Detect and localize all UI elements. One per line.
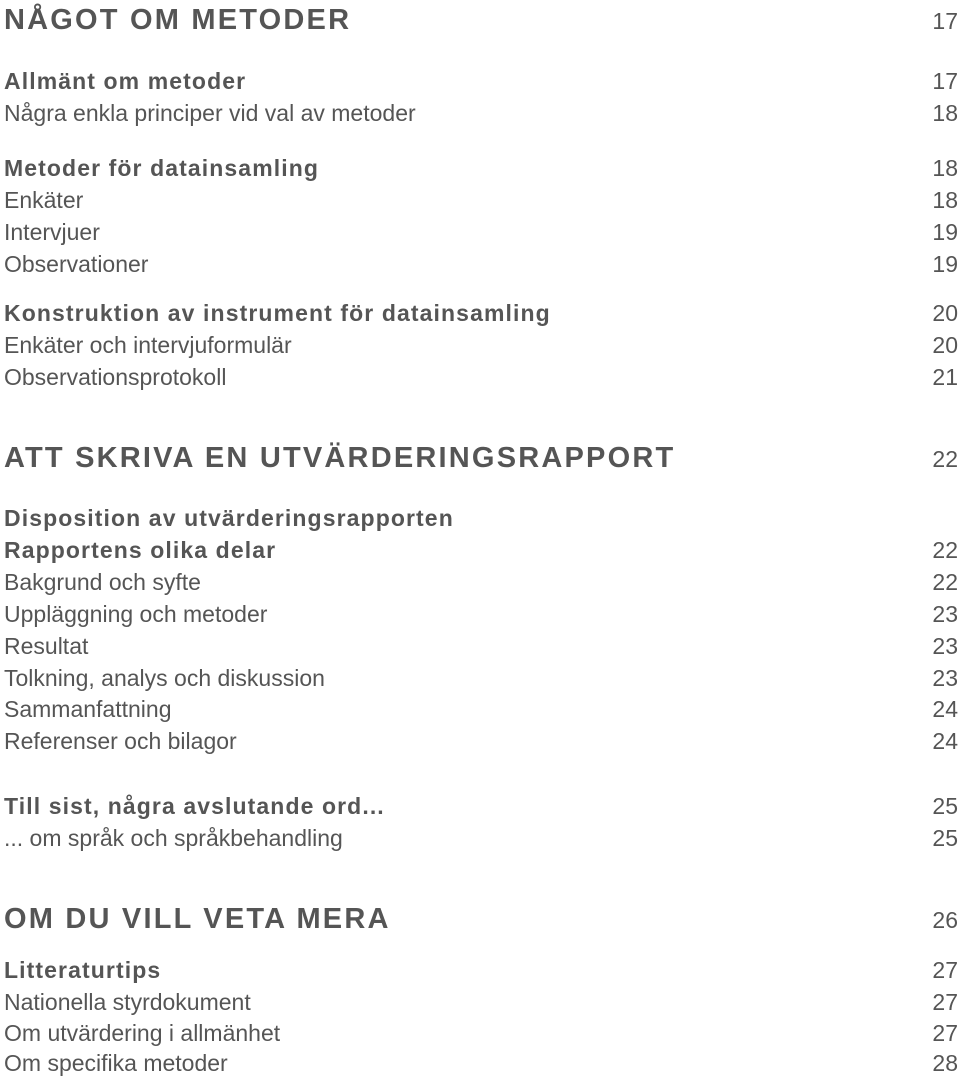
toc-entry-page: 17 [932, 8, 958, 34]
toc-entry-heading[interactable] [4, 903, 958, 936]
toc-entry-page: 23 [932, 601, 958, 627]
toc-entry-title: ATT SKRIVA EN UTVÄRDERINGSRAPPORT [4, 442, 676, 474]
toc-entry-section[interactable] [4, 300, 958, 327]
toc-entry-title: Rapportens olika delar [4, 537, 277, 563]
toc-entry-heading[interactable] [4, 442, 958, 475]
toc-entry-title: Några enkla principer vid val av metoder [4, 100, 416, 126]
toc-entry-page: 27 [932, 1020, 958, 1046]
toc-entry-page: 20 [932, 332, 958, 358]
toc-entry-subsection[interactable] [4, 569, 958, 596]
toc-entry-title: Intervjuer [4, 219, 100, 245]
toc-entry-subsection[interactable] [4, 989, 958, 1016]
toc-entry-section[interactable] [4, 793, 958, 820]
toc-entry-title: Till sist, några avslutande ord... [4, 793, 385, 819]
toc-entry-subsection[interactable] [4, 601, 958, 628]
toc-entry-subsection[interactable] [4, 696, 958, 723]
toc-entry-subsection[interactable] [4, 633, 958, 660]
toc-entry-page: 21 [932, 364, 958, 390]
toc-entry-title: Resultat [4, 633, 89, 659]
toc-entry-page: 19 [932, 251, 958, 277]
toc-entry-title: Observationsprotokoll [4, 364, 227, 390]
toc-entry-page: 20 [932, 300, 958, 326]
toc-entry-section[interactable] [4, 155, 958, 182]
toc-entry-subsection[interactable] [4, 219, 958, 246]
toc-entry-title: Nationella styrdokument [4, 989, 251, 1015]
toc-entry-subsection[interactable] [4, 825, 958, 852]
toc-entry-section[interactable] [4, 505, 958, 532]
toc-entry-page: 22 [932, 537, 958, 563]
toc-entry-page: 19 [932, 219, 958, 245]
toc-entry-section[interactable] [4, 537, 958, 564]
toc-entry-title: Bakgrund och syfte [4, 569, 201, 595]
toc-entry-title: Tolkning, analys och diskussion [4, 665, 325, 691]
toc-entry-page: 23 [932, 665, 958, 691]
toc-entry-page: 18 [932, 187, 958, 213]
toc-entry-title: Om utvärdering i allmänhet [4, 1020, 281, 1046]
toc-entry-page: 28 [932, 1050, 958, 1076]
toc-entry-page: 17 [932, 68, 958, 94]
toc-entry-title: Uppläggning och metoder [4, 601, 268, 627]
toc-entry-heading[interactable] [4, 4, 958, 37]
toc-entry-section[interactable] [4, 957, 958, 984]
toc-entry-subsection[interactable] [4, 332, 958, 359]
toc-entry-title: Enkäter och intervjuformulär [4, 332, 292, 358]
toc-entry-page: 25 [932, 793, 958, 819]
toc-entry-page: 22 [932, 446, 958, 472]
toc-entry-title: Metoder för datainsamling [4, 155, 320, 181]
toc-entry-subsection[interactable] [4, 1050, 958, 1077]
toc-entry-page: 27 [932, 957, 958, 983]
toc-entry-subsection[interactable] [4, 364, 958, 391]
toc-entry-page: 27 [932, 989, 958, 1015]
toc-entry-title: Observationer [4, 251, 149, 277]
toc-entry-subsection[interactable] [4, 665, 958, 692]
toc-entry-subsection[interactable] [4, 728, 958, 755]
toc-entry-title: Enkäter [4, 187, 84, 213]
toc-entry-title: OM DU VILL VETA MERA [4, 903, 391, 935]
toc-entry-title: Referenser och bilagor [4, 728, 237, 754]
toc-entry-title: Disposition av utvärderingsrapporten [4, 505, 454, 531]
toc-entry-subsection[interactable] [4, 100, 958, 127]
toc-entry-title: Allmänt om metoder [4, 68, 247, 94]
toc-entry-page: 24 [932, 728, 958, 754]
toc-entry-page: 18 [932, 155, 958, 181]
toc-entry-title: NÅGOT OM METODER [4, 4, 352, 36]
toc-entry-page: 22 [932, 569, 958, 595]
toc-entry-subsection[interactable] [4, 1020, 958, 1047]
toc-entry-subsection[interactable] [4, 251, 958, 278]
toc-entry-title: Sammanfattning [4, 696, 172, 722]
toc-entry-page: 24 [932, 696, 958, 722]
toc-entry-title: Litteraturtips [4, 957, 162, 983]
toc-entry-section[interactable] [4, 68, 958, 95]
toc-entry-title: Konstruktion av instrument för datainsamling [4, 300, 551, 326]
toc-entry-title: ... om språk och språkbehandling [4, 825, 343, 851]
toc-entry-page: 23 [932, 633, 958, 659]
toc-entry-page: 18 [932, 100, 958, 126]
toc-entry-page: 26 [932, 907, 958, 933]
toc-entry-page: 25 [932, 825, 958, 851]
toc-entry-title: Om specifika metoder [4, 1050, 228, 1076]
toc-entry-subsection[interactable] [4, 187, 958, 214]
